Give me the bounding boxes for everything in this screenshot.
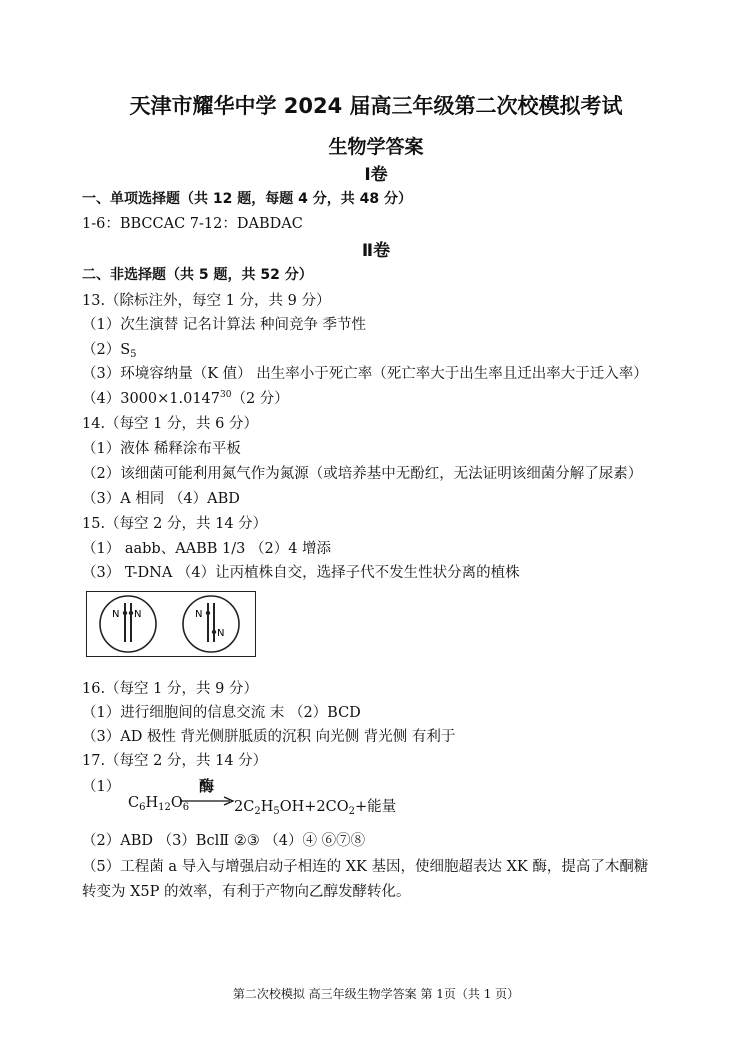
q13-header: 13.（除标注外，每空 1 分，共 9 分） (82, 293, 331, 309)
q13-answer-2: $(2)S_5$ (82, 342, 137, 360)
cell-1-label-left: N (112, 609, 120, 620)
page-subtitle: 生物学答案 (328, 136, 424, 158)
q16-header: 16.（每空 1 分，共 9 分） (82, 681, 258, 697)
reaction-arrow (180, 793, 236, 807)
q16-answer-3: （3）AD 极性 背光侧胼胝质的沉积 向光侧 背光侧 有利于 (82, 729, 456, 745)
page-footer: 第二次校模拟 高三年级生物学答案 第 1页（共 1 页） (232, 987, 520, 1001)
q14-answer-3: （3）A 相同 （4）ABD (82, 491, 240, 507)
cell-1-gene-dot-right (129, 611, 133, 615)
page-title: 天津市耀华中学 2024 届高三年级第二次校模拟考试 (129, 94, 623, 118)
fermentation-equation: $C_6H_{12}O_6$ (128, 795, 190, 813)
q14-answer-2: （2）该细菌可能利用氮气作为氮源（或培养基中无酚红，无法证明该细菌分解了尿素） (82, 466, 643, 482)
q17-answer-1-label: （1） (82, 779, 121, 795)
q17-answer-2: （2）ABD （3）BclⅡ ②③ （4）④ ⑥⑦⑧ (82, 833, 366, 849)
part2-heading: 二、非选择题（共 5 题，共 52 分） (82, 267, 313, 283)
cell-2-label-upper: N (195, 609, 203, 620)
cell-2-label-lower: N (217, 628, 225, 639)
q15-answer-3: （3） T-DNA （4）让丙植株自交，选择子代不发生性状分离的植株 (82, 565, 520, 581)
q13-answer-1: （1）次生演替 记名计算法 种间竞争 季节性 (82, 317, 367, 333)
part1-heading: 一、单项选择题（共 12 题，每题 4 分，共 48 分） (82, 191, 412, 207)
volume-2-heading: Ⅱ卷 (361, 241, 391, 261)
chromosome-diagram (87, 592, 254, 655)
enzyme-label: 酶 (199, 777, 215, 795)
equation-products: $2C_2H_5OH+2CO_2+$能量 (234, 799, 397, 817)
q13-answer-3: （3）环境容纳量（K 值） 出生率小于死亡率（死亡率大于出生率且迁出率大于迁入率） (82, 366, 648, 382)
cell-1 (100, 596, 156, 652)
volume-1-heading: Ⅰ卷 (364, 165, 388, 185)
cell-2-gene-dot-upper (206, 611, 210, 615)
q17-answer-5-line-2: 转变为 X5P 的效率，有利于产物向乙醇发酵转化。 (82, 884, 411, 900)
q17-header: 17.（每空 2 分，共 14 分） (82, 753, 268, 769)
cell-2-gene-dot-lower (212, 630, 216, 634)
q13-answer-4: $(4)3000\times 1.0147^{30}(2$ 分） (82, 390, 289, 407)
q14-header: 14.（每空 1 分，共 6 分） (82, 416, 258, 432)
q15-answer-1: （1） aabb、AABB 1/3 （2）4 增添 (82, 541, 332, 557)
chromosome-figure (86, 591, 256, 657)
part1-answers: 1-6：BBCCAC 7-12：DABDAC (82, 216, 303, 232)
q17-answer-5-line-1: （5）工程菌 a 导入与增强启动子相连的 XK 基因，使细胞超表达 XK 酶，提高了木酮糖 (82, 859, 649, 875)
cell-2 (183, 596, 239, 652)
q15-header: 15.（每空 2 分，共 14 分） (82, 516, 268, 532)
cell-1-gene-dot-left (123, 611, 127, 615)
cell-1-label-right: N (134, 609, 142, 620)
q16-answer-1: （1）进行细胞间的信息交流 末 （2）BCD (82, 705, 361, 721)
q14-answer-1: （1）液体 稀释涂布平板 (82, 441, 241, 457)
